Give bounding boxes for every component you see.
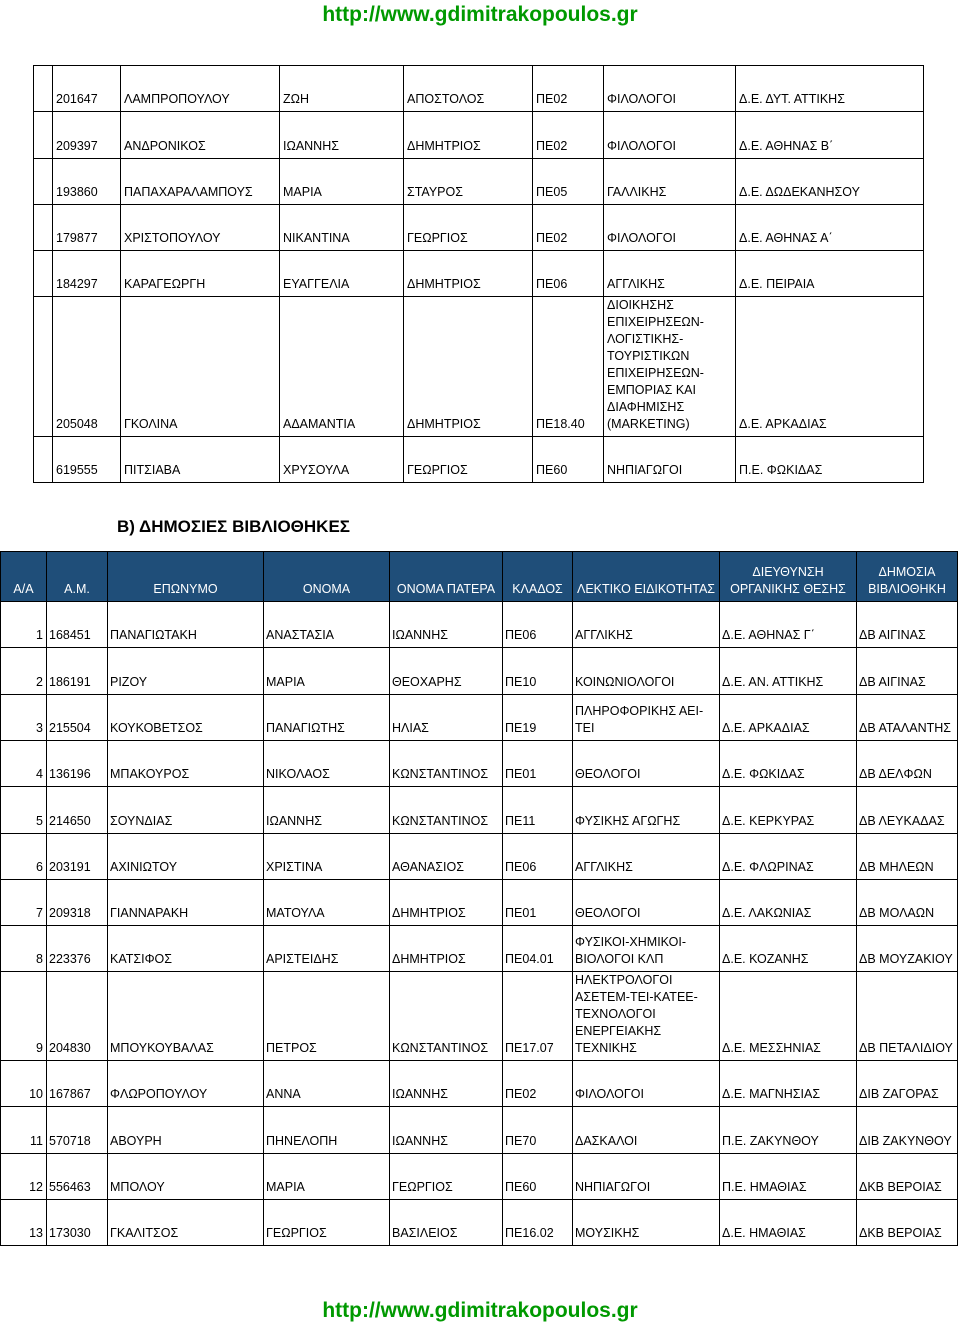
table-row xyxy=(34,66,924,112)
table-cell: ΦΙΛΟΛΟΓΟΙ xyxy=(604,66,736,112)
table-cell: ΠΕ02 xyxy=(533,205,604,251)
table-row xyxy=(1,787,958,834)
table-cell: Δ.Ε. ΦΩΚΙΔΑΣ xyxy=(720,741,857,787)
table-cell: ΧΡΙΣΤΟΠΟΥΛΟΥ xyxy=(121,205,280,251)
table-cell: ΧΡΥΣΟΥΛΑ xyxy=(280,437,404,483)
table-cell: ΠΕ60 xyxy=(503,1154,573,1200)
table-cell: 179877 xyxy=(53,205,121,251)
table-cell: ΠΙΤΣΙΑΒΑ xyxy=(121,437,280,483)
table-cell: Π.Ε. ΗΜΑΘΙΑΣ xyxy=(720,1154,857,1200)
table-cell: ΠΕ60 xyxy=(533,437,604,483)
table-cell: ΚΑΡΑΓΕΩΡΓΗ xyxy=(121,251,280,297)
section-title-libraries: Β) ΔΗΜΟΣΙΕΣ ΒΙΒΛΙΟΘΗΚΕΣ xyxy=(117,517,350,536)
table-cell: 201647 xyxy=(53,66,121,112)
table-cell: ΔΗΜΗΤΡΙΟΣ xyxy=(390,926,503,972)
table-cell: Δ.Ε. ΦΛΩΡΙΝΑΣ xyxy=(720,834,857,880)
table-cell: ΔΗΜΗΤΡΙΟΣ xyxy=(404,251,533,297)
table-cell: ΚΟΙΝΩΝΙΟΛΟΓΟΙ xyxy=(573,648,720,695)
table-cell: 4 xyxy=(1,741,47,787)
table-cell: ΗΛΙΑΣ xyxy=(390,695,503,741)
table-header-row xyxy=(1,552,958,602)
table-cell: ΝΗΠΙΑΓΩΓΟΙ xyxy=(604,437,736,483)
table-cell: ΖΩΗ xyxy=(280,66,404,112)
table-cell: ΓΚΟΛΙΝΑ xyxy=(121,297,280,437)
table-cell: ΠΕΤΡΟΣ xyxy=(264,972,390,1061)
table-cell: ΚΩΝΣΤΑΝΤΙΝΟΣ xyxy=(390,787,503,834)
table-cell: 136196 xyxy=(47,741,108,787)
table-cell: Δ.Ε. ΗΜΑΘΙΑΣ xyxy=(720,1200,857,1246)
table-cell: ΜΑΤΟΥΛΑ xyxy=(264,880,390,926)
table-cell: ΙΩΑΝΝΗΣ xyxy=(390,602,503,648)
table-cell: ΠΕ01 xyxy=(503,880,573,926)
table-cell xyxy=(34,159,53,205)
table-cell: Π.Ε. ΖΑΚΥΝΘΟΥ xyxy=(720,1107,857,1154)
column-header: ΛΕΚΤΙΚΟ ΕΙΔΙΚΟΤΗΤΑΣ xyxy=(573,552,720,602)
table-cell: ΦΥΣΙΚΟΙ-ΧΗΜΙΚΟΙ-ΒΙΟΛΟΓΟΙ ΚΛΠ xyxy=(573,926,720,972)
table-cell: ΣΤΑΥΡΟΣ xyxy=(404,159,533,205)
table-cell: 9 xyxy=(1,972,47,1061)
table-cell: ΚΟΥΚΟΒΕΤΣΟΣ xyxy=(108,695,264,741)
table-cell: ΑΝΝΑ xyxy=(264,1061,390,1107)
column-header: ΚΛΑΔΟΣ xyxy=(503,552,573,602)
table-cell: 205048 xyxy=(53,297,121,437)
table-cell: ΠΕ02 xyxy=(533,112,604,159)
table-cell xyxy=(34,437,53,483)
table-cell: ΜΑΡΙΑ xyxy=(264,648,390,695)
table-row xyxy=(1,972,958,1061)
table-cell: ΜΠΟΥΚΟΥΒΑΛΑΣ xyxy=(108,972,264,1061)
table-cell: ΔΙΒ ΖΑΚΥΝΘΟΥ xyxy=(857,1107,958,1154)
table-row xyxy=(1,1200,958,1246)
table-cell xyxy=(34,66,53,112)
table-cell: Δ.Ε. ΠΕΙΡΑΙΑ xyxy=(736,251,924,297)
table-cell: ΣΟΥΝΔΙΑΣ xyxy=(108,787,264,834)
table-cell: ΘΕΟΛΟΓΟΙ xyxy=(573,741,720,787)
table-cell: 203191 xyxy=(47,834,108,880)
header-url[interactable]: http://www.gdimitrakopoulos.gr xyxy=(322,3,638,26)
table-cell: 3 xyxy=(1,695,47,741)
column-header: ΔΗΜΟΣΙΑ ΒΙΒΛΙΟΘΗΚΗ xyxy=(857,552,958,602)
table-cell: ΓΚΑΛΙΤΣΟΣ xyxy=(108,1200,264,1246)
table-cell: ΑΓΓΛΙΚΗΣ xyxy=(604,251,736,297)
footer-url[interactable]: http://www.gdimitrakopoulos.gr xyxy=(322,1299,638,1322)
table-cell: 1 xyxy=(1,602,47,648)
table-row xyxy=(1,834,958,880)
table-cell: ΝΙΚΑΝΤΙΝΑ xyxy=(280,205,404,251)
table-cell: ΙΩΑΝΝΗΣ xyxy=(390,1061,503,1107)
table-cell: ΘΕΟΧΑΡΗΣ xyxy=(390,648,503,695)
table-cell: ΚΩΝΣΤΑΝΤΙΝΟΣ xyxy=(390,741,503,787)
column-header: ΟΝΟΜΑ xyxy=(264,552,390,602)
table-row xyxy=(1,741,958,787)
table-cell: ΔΒ ΠΕΤΑΛΙΔΙΟΥ xyxy=(857,972,958,1061)
table-cell: ΠΕ19 xyxy=(503,695,573,741)
table-cell: ΡΙΖΟΥ xyxy=(108,648,264,695)
table-cell: ΔΙΒ ΖΑΓΟΡΑΣ xyxy=(857,1061,958,1107)
table-cell: ΛΑΜΠΡΟΠΟΥΛΟΥ xyxy=(121,66,280,112)
table-cell: ΦΛΩΡΟΠΟΥΛΟΥ xyxy=(108,1061,264,1107)
table-cell: 167867 xyxy=(47,1061,108,1107)
table-cell: ΠΕ02 xyxy=(503,1061,573,1107)
table-cell: 214650 xyxy=(47,787,108,834)
table-cell: ΠΕ06 xyxy=(533,251,604,297)
table-cell: ΔΗΜΗΤΡΙΟΣ xyxy=(404,297,533,437)
table-cell: ΑΔΑΜΑΝΤΙΑ xyxy=(280,297,404,437)
table-cell: ΔΚΒ ΒΕΡΟΙΑΣ xyxy=(857,1200,958,1246)
table-cell: 204830 xyxy=(47,972,108,1061)
table-cell: ΠΑΝΑΓΙΩΤΑΚΗ xyxy=(108,602,264,648)
table-cell: ΑΡΙΣΤΕΙΔΗΣ xyxy=(264,926,390,972)
table-cell: ΓΕΩΡΓΙΟΣ xyxy=(404,205,533,251)
table-cell: Δ.Ε. ΔΩΔΕΚΑΝΗΣΟΥ xyxy=(736,159,924,205)
table-cell: ΔΒ ΑΙΓΙΝΑΣ xyxy=(857,602,958,648)
table-cell: ΠΗΝΕΛΟΠΗ xyxy=(264,1107,390,1154)
table-cell: ΜΟΥΣΙΚΗΣ xyxy=(573,1200,720,1246)
table-cell: ΠΕ16.02 xyxy=(503,1200,573,1246)
table-cell: ΠΛΗΡΟΦΟΡΙΚΗΣ ΑΕΙ-ΤΕΙ xyxy=(573,695,720,741)
table-cell: ΑΠΟΣΤΟΛΟΣ xyxy=(404,66,533,112)
table-cell: ΓΙΑΝΝΑΡΑΚΗ xyxy=(108,880,264,926)
table-cell: ΔΒ ΜΗΛΕΩΝ xyxy=(857,834,958,880)
table-cell: 193860 xyxy=(53,159,121,205)
table-cell: ΠΕ17.07 xyxy=(503,972,573,1061)
table-cell: Δ.Ε. ΜΕΣΣΗΝΙΑΣ xyxy=(720,972,857,1061)
table-cell: ΑΝΔΡΟΝΙΚΟΣ xyxy=(121,112,280,159)
table-row xyxy=(34,297,924,437)
table-cell: ΠΕ18.40 xyxy=(533,297,604,437)
table-cell: ΓΕΩΡΓΙΟΣ xyxy=(264,1200,390,1246)
table-cell xyxy=(34,112,53,159)
table-cell: ΚΑΤΣΙΦΟΣ xyxy=(108,926,264,972)
table-cell: Δ.Ε. ΑΘΗΝΑΣ Α΄ xyxy=(736,205,924,251)
table-cell: ΔΒ ΑΙΓΙΝΑΣ xyxy=(857,648,958,695)
table-cell: ΠΑΝΑΓΙΩΤΗΣ xyxy=(264,695,390,741)
table-cell: ΙΩΑΝΝΗΣ xyxy=(264,787,390,834)
table-cell: ΑΓΓΛΙΚΗΣ xyxy=(573,602,720,648)
table-cell: ΔΗΜΗΤΡΙΟΣ xyxy=(390,880,503,926)
table-cell: ΔΒ ΑΤΑΛΑΝΤΗΣ xyxy=(857,695,958,741)
table-cell: ΠΕ06 xyxy=(503,834,573,880)
table-cell: Δ.Ε. ΚΕΡΚΥΡΑΣ xyxy=(720,787,857,834)
table-cell: ΦΥΣΙΚΗΣ ΑΓΩΓΗΣ xyxy=(573,787,720,834)
table-cell: 7 xyxy=(1,880,47,926)
table-cell: ΦΙΛΟΛΟΓΟΙ xyxy=(573,1061,720,1107)
table-row xyxy=(1,1107,958,1154)
table-cell: ΓΕΩΡΓΙΟΣ xyxy=(390,1154,503,1200)
table-cell: Δ.Ε. ΚΟΖΑΝΗΣ xyxy=(720,926,857,972)
table-cell: ΜΠΟΛΟΥ xyxy=(108,1154,264,1200)
table-cell: ΦΙΛΟΛΟΓΟΙ xyxy=(604,112,736,159)
table-cell: Δ.Ε. ΑΘΗΝΑΣ Β΄ xyxy=(736,112,924,159)
table-cell: ΗΛΕΚΤΡΟΛΟΓΟΙ ΑΣΕΤΕΜ-ΤΕΙ-ΚΑΤΕΕ-ΤΕΧΝΟΛΟΓΟΙ ΕΝΕΡΓΕΙΑΚΗΣ ΤΕΧΝΙΚΗΣ xyxy=(573,972,720,1061)
table-continuation xyxy=(33,65,924,483)
table-cell: ΠΕ06 xyxy=(503,602,573,648)
table-row xyxy=(1,648,958,695)
table-row xyxy=(1,602,958,648)
table-cell: ΜΠΑΚΟΥΡΟΣ xyxy=(108,741,264,787)
table-cell: ΝΙΚΟΛΑΟΣ xyxy=(264,741,390,787)
table-cell: ΜΑΡΙΑ xyxy=(280,159,404,205)
table-cell: 13 xyxy=(1,1200,47,1246)
table-cell: 209397 xyxy=(53,112,121,159)
column-header: Α/Α xyxy=(1,552,47,602)
table-cell: 556463 xyxy=(47,1154,108,1200)
table-cell: ΑΝΑΣΤΑΣΙΑ xyxy=(264,602,390,648)
table-row xyxy=(34,251,924,297)
table-cell: ΙΩΑΝΝΗΣ xyxy=(280,112,404,159)
table-cell: ΚΩΝΣΤΑΝΤΙΝΟΣ xyxy=(390,972,503,1061)
table-cell: Δ.Ε. ΑΘΗΝΑΣ Γ΄ xyxy=(720,602,857,648)
table-public-libraries xyxy=(0,551,958,1246)
table-cell: ΠΕ70 xyxy=(503,1107,573,1154)
table-row xyxy=(1,926,958,972)
table-cell: ΑΓΓΛΙΚΗΣ xyxy=(573,834,720,880)
table-cell: ΠΕ11 xyxy=(503,787,573,834)
table-cell xyxy=(34,205,53,251)
table-cell: ΔΒ ΔΕΛΦΩΝ xyxy=(857,741,958,787)
table-cell: ΔΗΜΗΤΡΙΟΣ xyxy=(404,112,533,159)
table-cell: ΠΑΠΑΧΑΡΑΛΑΜΠΟΥΣ xyxy=(121,159,280,205)
column-header: ΔΙΕΥΘΥΝΣΗ ΟΡΓΑΝΙΚΗΣ ΘΕΣΗΣ xyxy=(720,552,857,602)
table-cell: Δ.Ε. ΑΡΚΑΔΙΑΣ xyxy=(736,297,924,437)
column-header: Α.Μ. xyxy=(47,552,108,602)
table-cell: 6 xyxy=(1,834,47,880)
table-row xyxy=(34,437,924,483)
table-cell: 215504 xyxy=(47,695,108,741)
table-cell xyxy=(34,251,53,297)
table-row xyxy=(34,205,924,251)
column-header: ΟΝΟΜΑ ΠΑΤΕΡΑ xyxy=(390,552,503,602)
table-cell: ΠΕ10 xyxy=(503,648,573,695)
table-cell: Π.Ε. ΦΩΚΙΔΑΣ xyxy=(736,437,924,483)
table-cell: ΠΕ02 xyxy=(533,66,604,112)
table-cell: ΔΒ ΜΟΥΖΑΚΙΟΥ xyxy=(857,926,958,972)
table-row xyxy=(1,880,958,926)
table-cell: 5 xyxy=(1,787,47,834)
table-cell: ΔΚΒ ΒΕΡΟΙΑΣ xyxy=(857,1154,958,1200)
table-cell xyxy=(34,297,53,437)
table-cell: 11 xyxy=(1,1107,47,1154)
table-cell: 223376 xyxy=(47,926,108,972)
table-cell: 173030 xyxy=(47,1200,108,1246)
table-cell: ΕΥΑΓΓΕΛΙΑ xyxy=(280,251,404,297)
table-cell: ΒΑΣΙΛΕΙΟΣ xyxy=(390,1200,503,1246)
table-cell: Δ.Ε. ΜΑΓΝΗΣΙΑΣ xyxy=(720,1061,857,1107)
table-cell: ΓΑΛΛΙΚΗΣ xyxy=(604,159,736,205)
table-cell: ΠΕ01 xyxy=(503,741,573,787)
table-row xyxy=(34,112,924,159)
table-cell: ΔΙΟΙΚΗΣΗΣ ΕΠΙΧΕΙΡΗΣΕΩΝ-ΛΟΓΙΣΤΙΚΗΣ-ΤΟΥΡΙΣΤΙΚΩΝ ΕΠΙΧΕΙΡΗΣΕΩΝ-ΕΜΠΟΡΙΑΣ ΚΑΙ ΔΙΑΦΗΜΙΣΗΣ (MARKETING) xyxy=(604,297,736,437)
table-row xyxy=(34,159,924,205)
table-cell: ΦΙΛΟΛΟΓΟΙ xyxy=(604,205,736,251)
table-cell: 570718 xyxy=(47,1107,108,1154)
table-cell: Δ.Ε. ΑΝ. ΑΤΤΙΚΗΣ xyxy=(720,648,857,695)
table-cell: 2 xyxy=(1,648,47,695)
table-cell: 8 xyxy=(1,926,47,972)
table-row xyxy=(1,695,958,741)
table-cell: ΙΩΑΝΝΗΣ xyxy=(390,1107,503,1154)
table-cell: ΔΒ ΛΕΥΚΑΔΑΣ xyxy=(857,787,958,834)
table-cell: 184297 xyxy=(53,251,121,297)
table-row xyxy=(1,1061,958,1107)
table-cell: ΑΘΑΝΑΣΙΟΣ xyxy=(390,834,503,880)
table-cell: Δ.Ε. ΛΑΚΩΝΙΑΣ xyxy=(720,880,857,926)
table-cell: Δ.Ε. ΔΥΤ. ΑΤΤΙΚΗΣ xyxy=(736,66,924,112)
table-cell: ΠΕ04.01 xyxy=(503,926,573,972)
column-header: ΕΠΩΝΥΜΟ xyxy=(108,552,264,602)
table-cell: 168451 xyxy=(47,602,108,648)
table-cell: 10 xyxy=(1,1061,47,1107)
table-cell: Δ.Ε. ΑΡΚΑΔΙΑΣ xyxy=(720,695,857,741)
table-cell: ΓΕΩΡΓΙΟΣ xyxy=(404,437,533,483)
table-cell: ΑΧΙΝΙΩΤΟΥ xyxy=(108,834,264,880)
table-cell: ΘΕΟΛΟΓΟΙ xyxy=(573,880,720,926)
table-cell: ΑΒΟΥΡΗ xyxy=(108,1107,264,1154)
table-cell: ΔΒ ΜΟΛΑΩΝ xyxy=(857,880,958,926)
table-cell: 209318 xyxy=(47,880,108,926)
table-row xyxy=(1,1154,958,1200)
table-cell: ΧΡΙΣΤΙΝΑ xyxy=(264,834,390,880)
table-cell: 12 xyxy=(1,1154,47,1200)
table-cell: ΔΑΣΚΑΛΟΙ xyxy=(573,1107,720,1154)
table-cell: ΝΗΠΙΑΓΩΓΟΙ xyxy=(573,1154,720,1200)
table-cell: ΠΕ05 xyxy=(533,159,604,205)
table-cell: ΜΑΡΙΑ xyxy=(264,1154,390,1200)
table-cell: 186191 xyxy=(47,648,108,695)
table-cell: 619555 xyxy=(53,437,121,483)
